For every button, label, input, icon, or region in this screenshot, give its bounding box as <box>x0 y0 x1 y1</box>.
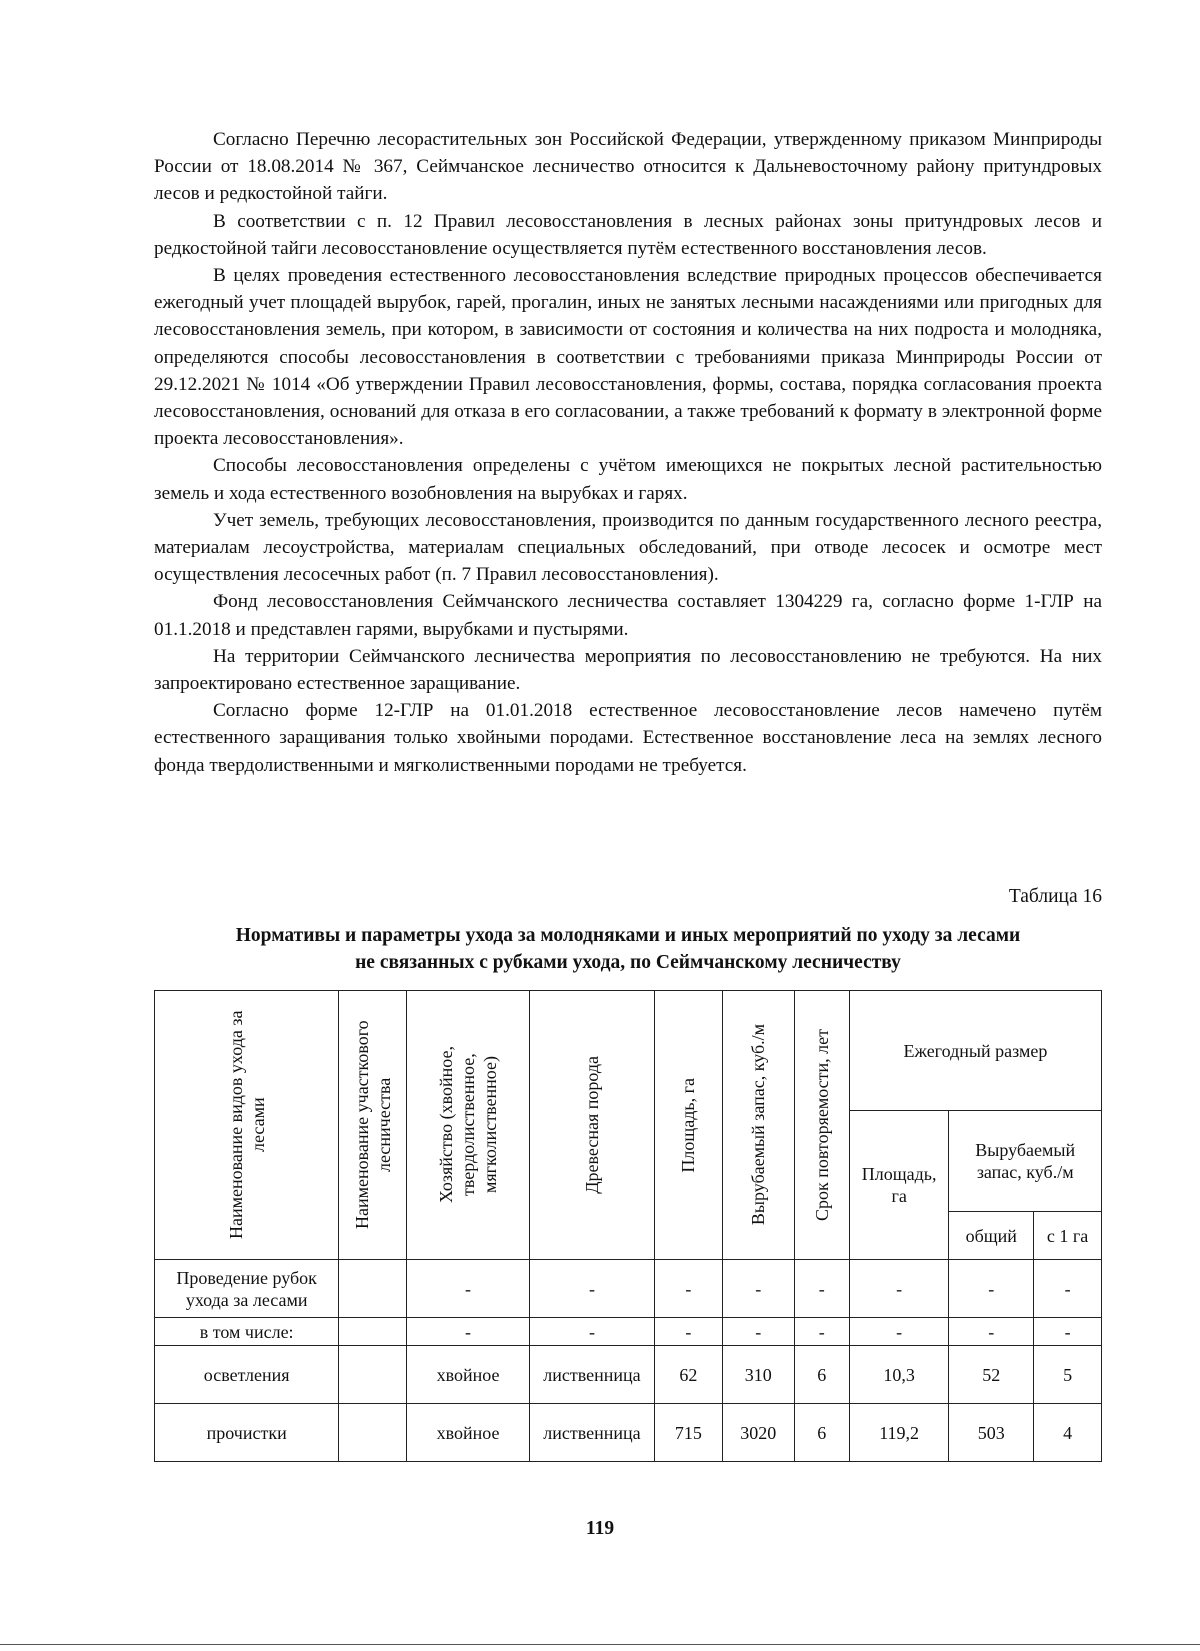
paragraph-1: Согласно Перечню лесорастительных зон Российской Федерации, утвержденному приказом Минприроды России от 18.08.2014 № 367, Сеймчанское лесничество относится к Дальневосточному району притундровых лесов и редкостойной тайги. <box>154 129 1102 205</box>
cell: 310 <box>722 1346 794 1404</box>
cell: - <box>1034 1318 1102 1346</box>
header-district: Наименование участкового лесничества <box>339 991 407 1260</box>
table-row <box>155 1318 1102 1346</box>
cell: 3020 <box>722 1404 794 1462</box>
cell: 4 <box>1034 1404 1102 1462</box>
paragraph-5: Учет земель, требующих лесовосстановления, производится по данным государственного лесного реестра, материалам лесоустройства, материалам специальных обследований, при отводе лесосек и осмотре мест осуществления лесосечных работ (п. 7 Правил лесовосстановления). <box>154 509 1102 586</box>
header-tree-species: Древесная порода <box>529 991 654 1260</box>
cell: 52 <box>949 1346 1034 1404</box>
cell <box>339 1346 407 1404</box>
cell: 6 <box>794 1346 849 1404</box>
cell: - <box>722 1260 794 1318</box>
header-area: Площадь, га <box>654 991 722 1260</box>
cell <box>339 1260 407 1318</box>
header-care-type: Наименование видов ухода за лесами <box>155 991 339 1260</box>
cell <box>339 1404 407 1462</box>
table-label: Таблица 16 <box>1008 886 1102 907</box>
cell: - <box>529 1318 654 1346</box>
cell: 715 <box>654 1404 722 1462</box>
cell: прочистки <box>155 1404 339 1462</box>
table-row <box>155 1404 1102 1462</box>
header-annual-area: Площадь, га <box>849 1111 949 1260</box>
cell: 5 <box>1034 1346 1102 1404</box>
page-number: 119 <box>585 1518 615 1539</box>
cell: 10,3 <box>849 1346 949 1404</box>
header-volume: Вырубаемый запас, куб./м <box>722 991 794 1260</box>
body-text <box>154 126 1102 779</box>
cell: - <box>849 1318 949 1346</box>
cell: - <box>654 1260 722 1318</box>
cell: - <box>794 1260 849 1318</box>
cell: - <box>529 1260 654 1318</box>
cell: - <box>407 1260 530 1318</box>
cell: хвойное <box>407 1404 530 1462</box>
cell: 62 <box>654 1346 722 1404</box>
cell: 6 <box>794 1404 849 1462</box>
cell: Проведение рубок ухода за лесами <box>155 1260 339 1318</box>
paragraph-6: Фонд лесовосстановления Сеймчанского лесничества составляет 1304229 га, согласно форме 1-ГЛР на 01.1.2018 и представлен гарями, вырубками и пустырями. <box>154 591 1102 640</box>
paragraph-2: В соответствии с п. 12 Правил лесовосстановления в лесных районах зоны притундровых лесов и редкостойной тайги лесовосстановление осуществляется путём естественного восстановления лесов. <box>154 210 1102 259</box>
header-economy: Хозяйство (хвойное, твердолиственное, мягколиственное) <box>407 991 530 1260</box>
cell: - <box>1034 1260 1102 1318</box>
table-title-line-2: не связанных с рубками ухода, по Сеймчанскому лесничеству <box>355 952 901 973</box>
bottom-rule <box>0 1644 1200 1645</box>
cell <box>339 1318 407 1346</box>
header-volume-total: общий <box>949 1212 1034 1260</box>
cell: лиственница <box>529 1404 654 1462</box>
cell: - <box>407 1318 530 1346</box>
paragraph-4: Способы лесовосстановления определены с учётом имеющихся не покрытых лесной растительностью земель и хода естественного возобновления на вырубках и гарях. <box>154 455 1102 504</box>
cell: 503 <box>949 1404 1034 1462</box>
table-title <box>154 922 1102 976</box>
cell: хвойное <box>407 1346 530 1404</box>
cell: - <box>654 1318 722 1346</box>
table-title-line-1: Нормативы и параметры ухода за молодняками и иных мероприятий по уходу за лесами <box>235 925 1021 946</box>
cell: в том числе: <box>155 1318 339 1346</box>
cell: - <box>949 1260 1034 1318</box>
header-annual-size: Ежегодный размер <box>849 991 1101 1111</box>
cell: 119,2 <box>849 1404 949 1462</box>
cell: - <box>949 1318 1034 1346</box>
cell: - <box>722 1318 794 1346</box>
paragraph-3: В целях проведения естественного лесовосстановления вследствие природных процессов обеспечивается ежегодный учет площадей вырубок, гарей, прогалин, иных не занятых лесными насаждениями или пригодных для лесовосстановления земель, при котором, в зависимости от состояния и количества на них подроста и молодняка, определяются способы лесовосстановления в соответствии с требованиями приказа Минприроды России от 29.12.2021 № 1014 «Об утверждении Правил лесовосстановления, формы, состава, порядка согласования проекта лесовосстановления, оснований для отказа в его согласовании, а также требований к формату в электронной форме проекта лесовосстановления». <box>154 265 1102 450</box>
header-volume-per-ha: с 1 га <box>1034 1212 1102 1260</box>
cell: осветления <box>155 1346 339 1404</box>
cell: - <box>794 1318 849 1346</box>
header-repeat-period: Срок повторяемости, лет <box>794 991 849 1260</box>
table-row <box>155 1346 1102 1404</box>
cell: - <box>849 1260 949 1318</box>
header-annual-volume: Вырубаемый запас, куб./м <box>949 1111 1102 1212</box>
paragraph-7: На территории Сеймчанского лесничества мероприятия по лесовосстановлению не требуются. На них запроектировано естественное заращивание. <box>154 645 1102 695</box>
cell: лиственница <box>529 1346 654 1404</box>
table-row <box>155 1260 1102 1318</box>
forest-care-table <box>154 990 1102 1462</box>
paragraph-8: Согласно форме 12-ГЛР на 01.01.2018 естественное лесовосстановление лесов намечено путём естественного заращивания только хвойными породами. Естественное восстановление леса на землях лесного фонда твердолиственными и мягколиственными породами не требуется. <box>154 700 1102 776</box>
